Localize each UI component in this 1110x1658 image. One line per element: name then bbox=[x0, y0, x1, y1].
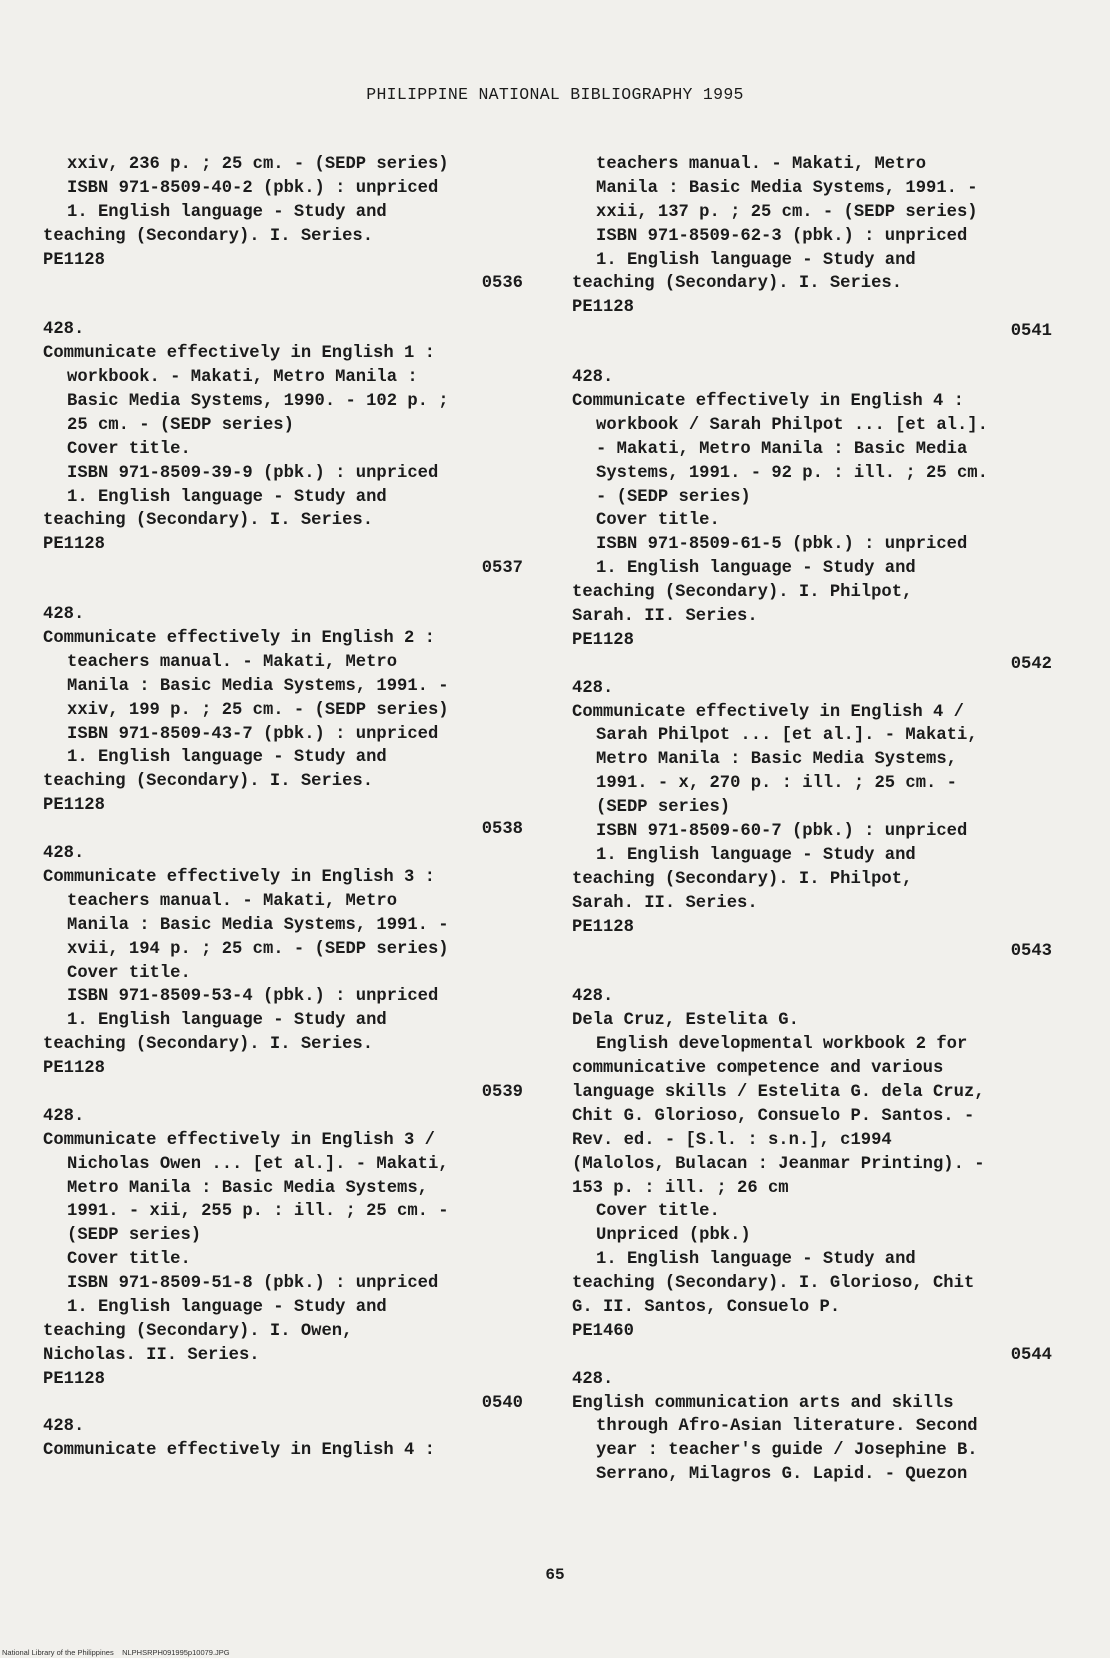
entry-line: PE1128 bbox=[43, 796, 105, 816]
entry-line: PE1128 bbox=[43, 1059, 105, 1079]
entry-line: English developmental workbook 2 for bbox=[596, 1035, 968, 1055]
entry-line: Metro Manila : Basic Media Systems, bbox=[67, 1178, 428, 1198]
entry-line: PE1128 bbox=[572, 298, 634, 318]
entry-spacer bbox=[43, 296, 538, 318]
entry-line: teachers manual. - Makati, Metro bbox=[67, 652, 398, 672]
entry-line: Cover title. bbox=[67, 963, 191, 983]
entry-line: teaching (Secondary). I. Series. bbox=[572, 274, 903, 294]
entry-line: 428. bbox=[572, 678, 614, 698]
entry-line: 1. English language - Study and bbox=[596, 250, 916, 270]
entry-spacer bbox=[572, 344, 1067, 366]
left-column bbox=[43, 153, 538, 1463]
entry-line: ISBN 971-8509-53-4 (pbk.) : unpriced bbox=[67, 987, 439, 1007]
entry-number: 0538 bbox=[481, 820, 523, 840]
entry-line: language skills / Estelita G. dela Cruz, bbox=[572, 1082, 985, 1102]
entry-line: 1. English language - Study and bbox=[67, 1011, 387, 1031]
entry-line: xxiv, 236 p. ; 25 cm. - (SEDP series) bbox=[67, 155, 449, 174]
entry-number: 0540 bbox=[481, 1393, 523, 1413]
entry-line: 1. English language - Study and bbox=[596, 559, 916, 579]
entry-line: - Makati, Metro Manila : Basic Media bbox=[596, 439, 968, 459]
entry-line: teachers manual. - Makati, Metro bbox=[67, 891, 398, 911]
entry-line: 1. English language - Study and bbox=[67, 202, 387, 222]
entry-line: teaching (Secondary). I. Series. bbox=[43, 1035, 374, 1055]
entry-line: Cover title. bbox=[596, 511, 720, 531]
entry-line: G. II. Santos, Consuelo P. bbox=[572, 1297, 841, 1317]
entry-line: xvii, 194 p. ; 25 cm. - (SEDP series) bbox=[67, 939, 449, 959]
scan-footer-note: National Library of the Philippines NLPHSRPH091995p10079.JPG bbox=[2, 1648, 230, 1657]
entry-line: through Afro-Asian literature. Second bbox=[596, 1417, 978, 1437]
entry-line: 428. bbox=[43, 1106, 85, 1126]
entry-line: Communicate effectively in English 2 : bbox=[43, 629, 435, 649]
entry-line: workbook. - Makati, Metro Manila : bbox=[67, 368, 418, 388]
entry-line: Manila : Basic Media Systems, 1991. - bbox=[67, 915, 449, 935]
entry-line: Unpriced (pbk.) bbox=[596, 1226, 751, 1246]
entry-number: 0537 bbox=[481, 559, 523, 579]
entry-line: Metro Manila : Basic Media Systems, bbox=[596, 750, 957, 770]
entry-line: ISBN 971-8509-39-9 (pbk.) : unpriced bbox=[67, 463, 439, 483]
entry-line: 25 cm. - (SEDP series) bbox=[67, 415, 294, 435]
entry-line: PE1128 bbox=[572, 630, 634, 650]
entry-line: xxiv, 199 p. ; 25 cm. - (SEDP series) bbox=[67, 700, 449, 720]
entry-line: Cover title. bbox=[67, 1250, 191, 1270]
entry-line: Cover title. bbox=[67, 439, 191, 459]
entry-number: 0543 bbox=[1010, 941, 1052, 961]
entry-line: Basic Media Systems, 1990. - 102 p. ; bbox=[67, 392, 449, 412]
entry-line: teaching (Secondary). I. Series. bbox=[43, 511, 374, 531]
entry-line: Manila : Basic Media Systems, 1991. - bbox=[596, 178, 978, 198]
entry-line: 428. bbox=[43, 320, 85, 340]
entry-line: teaching (Secondary). I. Series. bbox=[43, 772, 374, 792]
entry-line: Communicate effectively in English 3 : bbox=[43, 867, 435, 887]
entry-line: Sarah Philpot ... [et al.]. - Makati, bbox=[596, 726, 978, 746]
entry-line: Sarah. II. Series. bbox=[572, 893, 758, 913]
entry-line: Communicate effectively in English 4 : bbox=[572, 392, 964, 412]
entry-number: 0541 bbox=[1010, 322, 1052, 342]
page-number: 65 bbox=[545, 1566, 565, 1584]
entry-number: 0539 bbox=[481, 1082, 523, 1102]
entry-number: 0542 bbox=[1010, 654, 1052, 674]
entry-line: 1. English language - Study and bbox=[67, 487, 387, 507]
entry-line: Nicholas. II. Series. bbox=[43, 1345, 260, 1365]
entry-line: ISBN 971-8509-61-5 (pbk.) : unpriced bbox=[596, 535, 968, 555]
entry-line: 153 p. : ill. ; 26 cm bbox=[572, 1178, 789, 1198]
entry-line: PE1128 bbox=[43, 250, 105, 270]
entry-line: ISBN 971-8509-51-8 (pbk.) : unpriced bbox=[67, 1274, 439, 1294]
entry-line: xxii, 137 p. ; 25 cm. - (SEDP series) bbox=[596, 202, 978, 222]
entry-line: Rev. ed. - [S.l. : s.n.], c1994 bbox=[572, 1130, 892, 1150]
entry-line: 428. bbox=[43, 844, 85, 864]
entry-line: Nicholas Owen ... [et al.]. - Makati, bbox=[67, 1154, 449, 1174]
entry-line: PE1128 bbox=[43, 535, 105, 555]
entry-line: 1. English language - Study and bbox=[67, 1297, 387, 1317]
entry-line: (SEDP series) bbox=[596, 798, 731, 818]
entry-spacer bbox=[572, 963, 1067, 985]
entry-line: 428. bbox=[572, 368, 614, 388]
entry-line: Communicate effectively in English 1 : bbox=[43, 344, 435, 364]
entry-line: Communicate effectively in English 3 / bbox=[43, 1130, 435, 1150]
entry-line: 428. bbox=[572, 1369, 614, 1389]
entry-spacer bbox=[43, 581, 538, 603]
entry-line: Manila : Basic Media Systems, 1991. - bbox=[67, 676, 449, 696]
entry-line: PE1128 bbox=[43, 1369, 105, 1389]
entry-line: Communicate effectively in English 4 : bbox=[43, 1441, 435, 1461]
entry-line: 1. English language - Study and bbox=[67, 748, 387, 768]
entry-line: Cover title. bbox=[596, 1202, 720, 1222]
entry-line: year : teacher's guide / Josephine B. bbox=[596, 1441, 978, 1461]
entry-line: Serrano, Milagros G. Lapid. - Quezon bbox=[596, 1465, 968, 1485]
entry-line: 1991. - xii, 255 p. : ill. ; 25 cm. - bbox=[67, 1202, 449, 1222]
right-column bbox=[572, 153, 1067, 1487]
entry-line: Systems, 1991. - 92 p. : ill. ; 25 cm. bbox=[596, 463, 988, 483]
entry-line: ISBN 971-8509-62-3 (pbk.) : unpriced bbox=[596, 226, 968, 246]
entry-line: 1. English language - Study and bbox=[596, 845, 916, 865]
entry-line: 1. English language - Study and bbox=[596, 1250, 916, 1270]
entry-line: ISBN 971-8509-43-7 (pbk.) : unpriced bbox=[67, 724, 439, 744]
entry-line: Dela Cruz, Estelita G. bbox=[572, 1011, 799, 1031]
entry-line: ISBN 971-8509-40-2 (pbk.) : unpriced bbox=[67, 178, 439, 198]
entry-line: (Malolos, Bulacan : Jeanmar Printing). - bbox=[572, 1154, 985, 1174]
entry-number: 0536 bbox=[481, 274, 523, 294]
entry-line: ISBN 971-8509-60-7 (pbk.) : unpriced bbox=[596, 822, 968, 842]
entry-line: teaching (Secondary). I. Philpot, bbox=[572, 869, 913, 889]
page-title: PHILIPPINE NATIONAL BIBLIOGRAPHY 1995 bbox=[366, 85, 744, 104]
entry-number: 0544 bbox=[1010, 1345, 1052, 1365]
entry-line: teaching (Secondary). I. Philpot, bbox=[572, 583, 913, 603]
entry-line: 428. bbox=[43, 605, 85, 625]
entry-line: communicative competence and various bbox=[572, 1059, 944, 1079]
entry-line: Chit G. Glorioso, Consuelo P. Santos. - bbox=[572, 1106, 975, 1126]
entry-line: teachers manual. - Makati, Metro bbox=[596, 155, 927, 174]
entry-line: PE1128 bbox=[572, 917, 634, 937]
entry-line: workbook / Sarah Philpot ... [et al.]. bbox=[596, 415, 988, 435]
entry-line: teaching (Secondary). I. Owen, bbox=[43, 1321, 353, 1341]
entry-line: - (SEDP series) bbox=[596, 487, 751, 507]
entry-line: Sarah. II. Series. bbox=[572, 607, 758, 627]
entry-line: 428. bbox=[43, 1417, 85, 1437]
entry-line: 1991. - x, 270 p. : ill. ; 25 cm. - bbox=[596, 774, 957, 794]
entry-line: Communicate effectively in English 4 / bbox=[572, 702, 964, 722]
entry-line: (SEDP series) bbox=[67, 1226, 202, 1246]
entry-line: PE1460 bbox=[572, 1321, 634, 1341]
entry-line: 428. bbox=[572, 987, 614, 1007]
entry-line: English communication arts and skills bbox=[572, 1393, 954, 1413]
entry-line: teaching (Secondary). I. Series. bbox=[43, 226, 374, 246]
entry-line: teaching (Secondary). I. Glorioso, Chit bbox=[572, 1274, 975, 1294]
